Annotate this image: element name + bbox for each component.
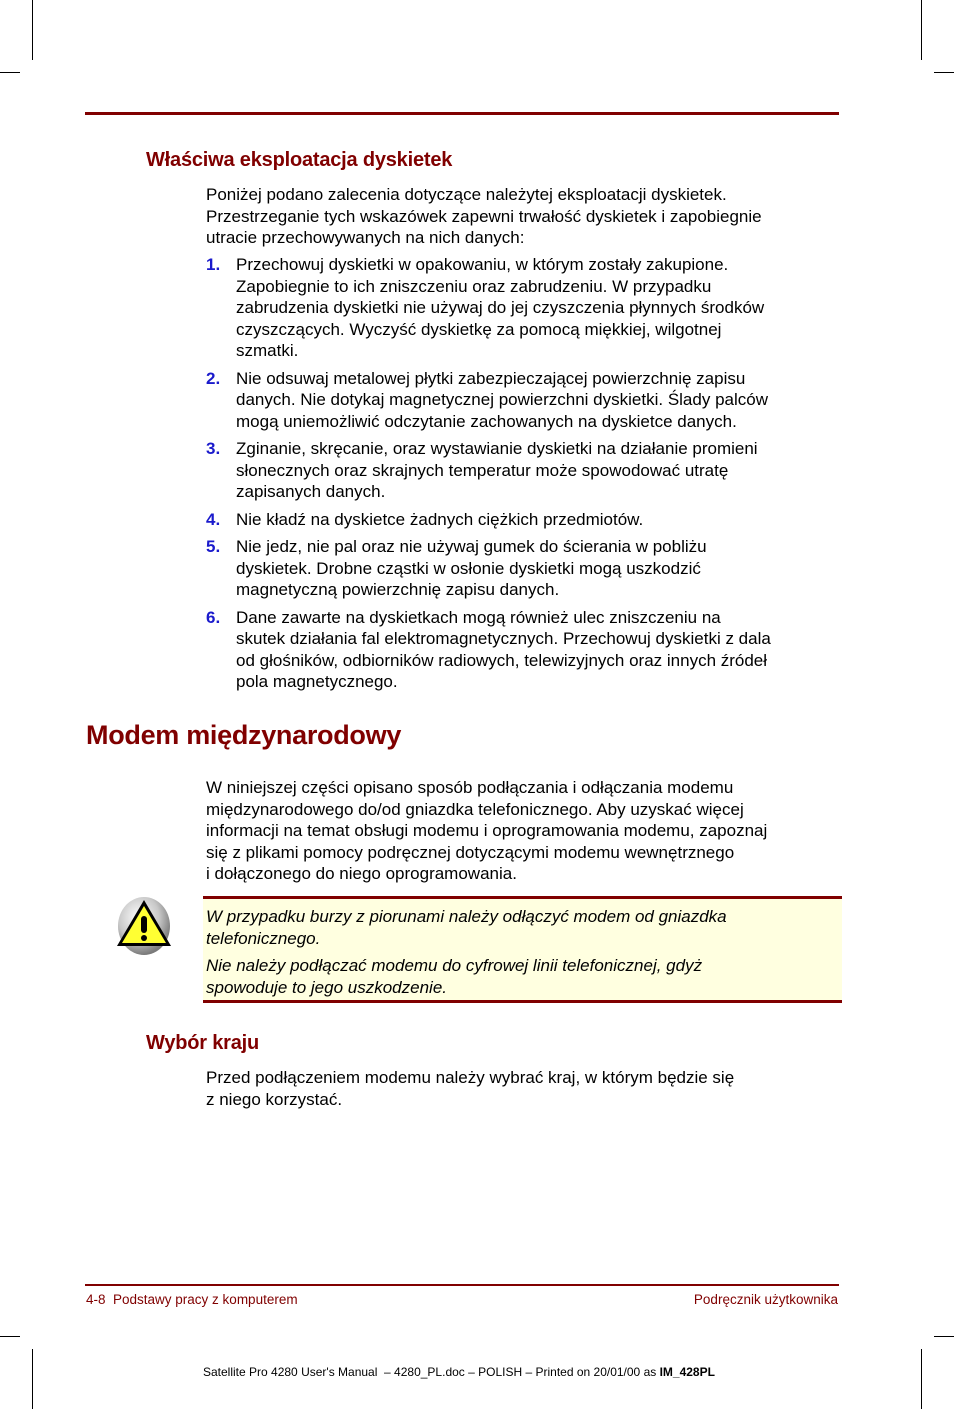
print-info-text: Satellite Pro 4280 User's Manual – 4280_PL.doc – POLISH – Printed on 20/01/00 as bbox=[203, 1365, 660, 1379]
list-number: 5. bbox=[206, 537, 221, 556]
text-line: i dołączonego do niego oprogramowania. bbox=[206, 864, 517, 883]
text-line: pola magnetycznego. bbox=[236, 672, 398, 691]
text-line: Nie należy podłączać modemu do cyfrowej linii telefonicznej, gdyż bbox=[206, 956, 703, 975]
text-line: telefonicznego. bbox=[206, 928, 321, 948]
footer-page-chapter: 4-8 Podstawy pracy z komputerem bbox=[86, 1292, 298, 1307]
floppy-intro-paragraph bbox=[206, 184, 846, 249]
text-line: Przed podłączeniem modemu należy wybrać kraj, w którym będzie się bbox=[206, 1068, 735, 1087]
list-number: 1. bbox=[206, 255, 221, 274]
floppy-care-list bbox=[206, 254, 846, 699]
text-line: magnetyczną powierzchnię zapisu danych. bbox=[236, 580, 560, 599]
list-number: 2. bbox=[206, 368, 221, 388]
section-heading-international-modem: Modem międzynarodowy bbox=[86, 720, 402, 750]
list-number: 6. bbox=[206, 607, 221, 627]
warning-note-1 bbox=[206, 906, 826, 949]
text-line: Przestrzeganie tych wskazówek zapewni trwałość dyskietek i zapobiegnie bbox=[206, 206, 762, 226]
text-line: Przechowuj dyskietki w opakowaniu, w którym zostały zakupione. bbox=[236, 255, 729, 274]
section-heading-country-selection: Wybór kraju bbox=[146, 1032, 260, 1054]
crop-mark bbox=[921, 0, 922, 60]
header-rule bbox=[85, 112, 839, 115]
text-line: międzynarodowego do/od gniazdka telefonicznego. Aby uzyskać więcej bbox=[206, 799, 744, 819]
text-line: spowoduje to jego uszkodzenie. bbox=[206, 977, 447, 997]
text-line: Poniżej podano zalecenia dotyczące należytej eksploatacji dyskietek. bbox=[206, 185, 727, 204]
list-item bbox=[206, 254, 846, 362]
text-line: od głośników, odbiorników radiowych, telewizyjnych oraz innych źródeł bbox=[236, 650, 768, 670]
text-line: słonecznych oraz skrajnych temperatur może spowodować utratę bbox=[236, 460, 729, 480]
footer-rule bbox=[85, 1284, 839, 1286]
warning-note-2 bbox=[206, 955, 826, 998]
crop-mark bbox=[32, 0, 33, 60]
text-line: Nie kładź na dyskietce żadnych ciężkich przedmiotów. bbox=[236, 509, 644, 529]
crop-mark bbox=[921, 1349, 922, 1409]
text-line: W niniejszej części opisano sposób podłączania i odłączania modemu bbox=[206, 778, 734, 797]
text-line: Zapobiegnie to ich zniszczeniu oraz zabrudzeniu. W przypadku bbox=[236, 276, 712, 296]
text-line: informacji na temat obsługi modemu i oprogramowania modemu, zapoznaj bbox=[206, 821, 768, 840]
crop-mark bbox=[0, 72, 20, 73]
crop-mark bbox=[0, 1336, 20, 1337]
crop-mark bbox=[32, 1349, 33, 1409]
text-line: skutek działania fal elektromagnetycznych. Przechowuj dyskietki z dala bbox=[236, 629, 771, 648]
text-line: mogą uniemożliwić odczytanie zachowanych na dyskietce danych. bbox=[236, 411, 737, 431]
text-line: W przypadku burzy z piorunami należy odłączyć modem od gniazdka bbox=[206, 907, 727, 926]
text-line: utracie przechowywanych na nich danych: bbox=[206, 228, 525, 247]
list-item bbox=[206, 607, 846, 693]
warning-note-box bbox=[203, 896, 842, 1003]
warning-triangle-icon bbox=[113, 896, 175, 956]
text-line: szmatki. bbox=[236, 341, 299, 360]
list-item bbox=[206, 438, 846, 503]
text-line: Nie jedz, nie pal oraz nie używaj gumek do ścierania w pobliżu bbox=[236, 537, 707, 556]
print-info-code: IM_428PL bbox=[659, 1365, 715, 1379]
text-line: Zginanie, skręcanie, oraz wystawianie dyskietki na działanie promieni bbox=[236, 439, 758, 458]
list-item bbox=[206, 368, 846, 433]
text-line: z niego korzystać. bbox=[206, 1089, 343, 1109]
text-line: czyszczących. Wyczyść dyskietkę za pomocą miękkiej, wilgotnej bbox=[236, 319, 722, 339]
list-item bbox=[206, 536, 846, 601]
country-intro-paragraph bbox=[206, 1067, 846, 1110]
crop-mark bbox=[934, 1336, 954, 1337]
footer-manual-title: Podręcznik użytkownika bbox=[693, 1292, 838, 1307]
text-line: Nie odsuwaj metalowej płytki zabezpieczającej powierzchnię zapisu bbox=[236, 368, 746, 388]
list-number: 4. bbox=[206, 509, 221, 529]
text-line: danych. Nie dotykaj magnetycznej powierzchni dyskietki. Ślady palców bbox=[236, 390, 768, 409]
section-heading-floppy-care: Właściwa eksploatacja dyskietek bbox=[146, 149, 453, 171]
modem-intro-paragraph bbox=[206, 777, 846, 885]
text-line: zapisanych danych. bbox=[236, 482, 386, 501]
print-info-line bbox=[203, 1365, 715, 1379]
list-item bbox=[206, 509, 846, 531]
text-line: się z plikami pomocy podręcznej dotyczącymi modemu wewnętrznego bbox=[206, 842, 735, 862]
text-line: zabrudzenia dyskietki nie używaj do jej czyszczenia płynnych środków bbox=[236, 298, 765, 317]
text-line: dyskietek. Drobne cząstki w osłonie dyskietki mogą uszkodzić bbox=[236, 558, 701, 578]
text-line: Dane zawarte na dyskietkach mogą również ulec zniszczeniu na bbox=[236, 607, 721, 627]
crop-mark bbox=[934, 72, 954, 73]
list-number: 3. bbox=[206, 439, 221, 458]
